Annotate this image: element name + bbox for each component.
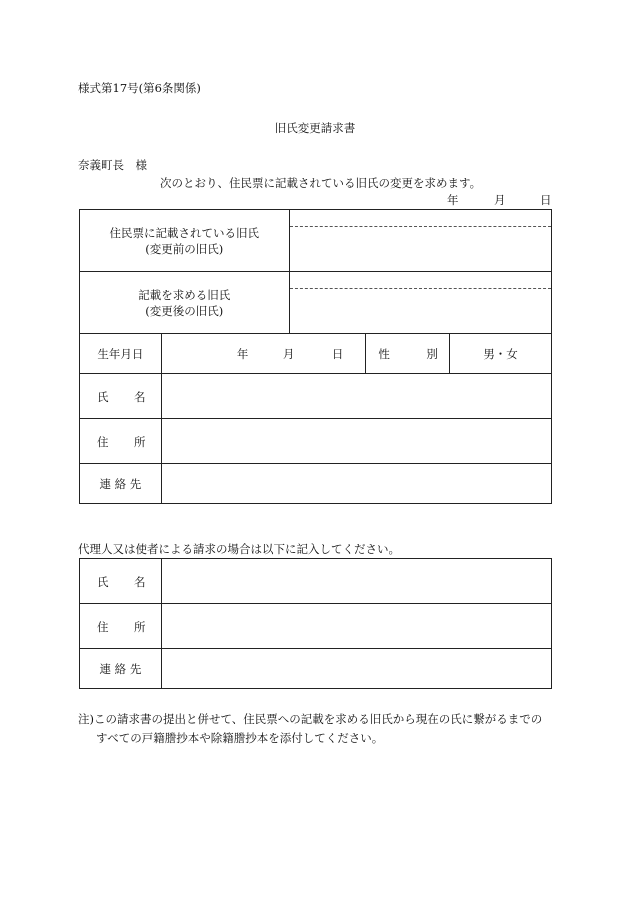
agent-contact-label: 連 絡 先 [80, 649, 162, 689]
agent-address-field[interactable] [161, 604, 551, 649]
furigana-divider [290, 226, 551, 227]
intro-text: 次のとおり、住民票に記載されている旧氏の変更を求めます。 [160, 176, 482, 190]
address-field[interactable] [161, 419, 551, 464]
after-surname-field[interactable] [289, 272, 551, 334]
agent-name-field[interactable] [161, 559, 551, 604]
sex-label [366, 334, 450, 374]
name-field[interactable] [161, 374, 551, 419]
birth-month-label: 月 [282, 347, 295, 361]
agent-address-label: 住 所 [80, 604, 162, 649]
contact-field[interactable] [161, 464, 551, 504]
sex-label-1: 性 [378, 347, 390, 361]
after-surname-label: 記載を求める旧氏 [138, 287, 231, 302]
furigana-divider [290, 288, 551, 289]
name-label: 氏 名 [80, 374, 162, 419]
address-label: 住 所 [80, 419, 162, 464]
form-number: 様式第17号(第6条関係) [78, 81, 201, 95]
before-surname-label: 住民票に記載されている旧氏 [109, 225, 260, 240]
before-surname-field[interactable] [289, 210, 551, 272]
agent-name-label: 氏 名 [80, 559, 162, 604]
date-month-label: 月 [494, 193, 506, 207]
sex-label-2: 別 [426, 347, 438, 361]
agent-contact-field[interactable] [161, 649, 551, 689]
sex-field[interactable]: 男・女 [450, 334, 552, 374]
agent-form-table [79, 558, 552, 689]
birthdate-label: 生年月日 [80, 334, 162, 374]
birthdate-field[interactable] [161, 334, 366, 374]
birth-day-label: 日 [331, 347, 344, 361]
birth-year-label: 年 [236, 347, 249, 361]
agent-intro: 代理人又は使者による請求の場合は以下に記入してください。 [78, 542, 400, 556]
date-year-label: 年 [447, 193, 459, 207]
before-surname-label-cell [80, 210, 290, 272]
after-surname-sublabel: (変更後の旧氏) [145, 303, 224, 318]
after-surname-label-cell [80, 272, 290, 334]
addressee: 奈義町長 様 [78, 158, 147, 172]
note-line-1: 注)この請求書の提出と併せて、住民票への記載を求める旧氏から現在の氏に繋がるまでの [78, 712, 543, 726]
contact-label: 連 絡 先 [80, 464, 162, 504]
date-day-label: 日 [540, 193, 552, 207]
note-line-2: すべての戸籍謄抄本や除籍謄抄本を添付してください。 [96, 731, 384, 745]
page-title: 旧氏変更請求書 [274, 121, 356, 135]
before-surname-sublabel: (変更前の旧氏) [145, 241, 224, 256]
main-form-table [79, 209, 552, 504]
